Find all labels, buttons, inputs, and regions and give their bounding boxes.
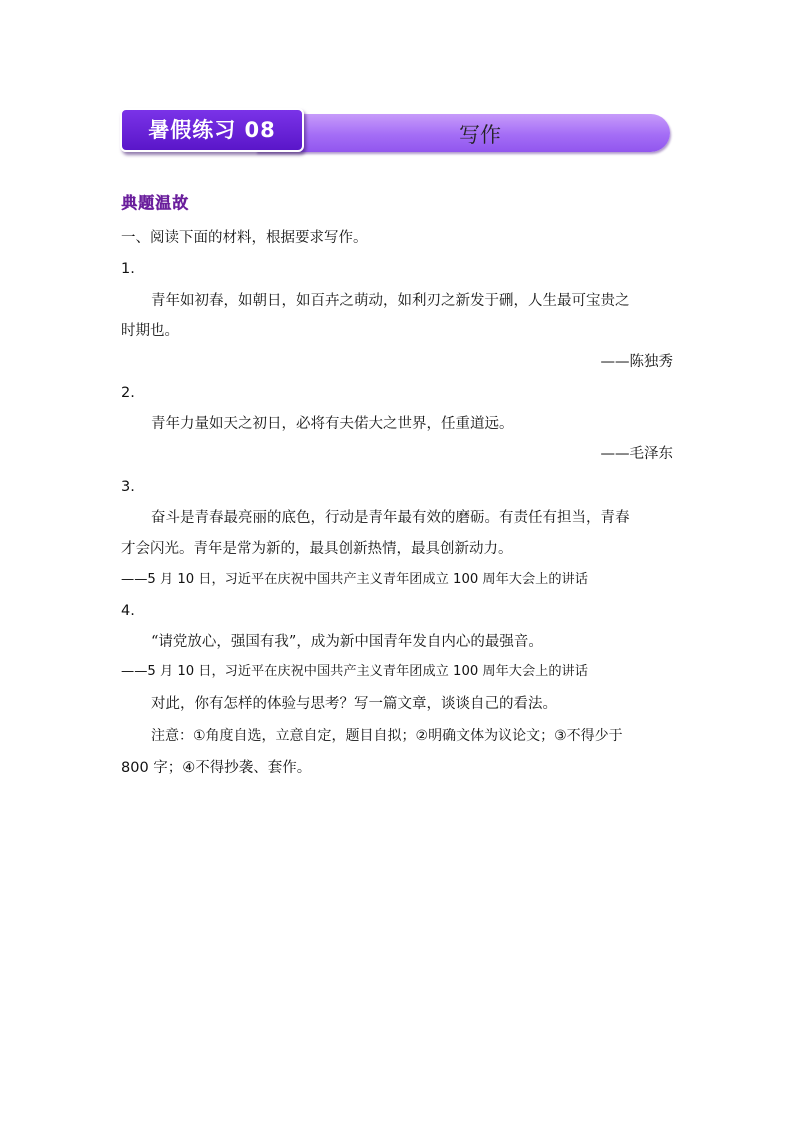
material-text-line: 才会闪光。青年是常为新的，最具创新热情，最具创新动力。	[121, 541, 513, 557]
material-text-line: “请党放心，强国有我”，成为新中国青年发自内心的最强音。	[151, 634, 543, 650]
material-source: ——毛泽东	[600, 446, 673, 462]
instruction: 一、阅读下面的材料，根据要求写作。	[121, 230, 368, 246]
material-source: ——5 月 10 日，习近平在庆祝中国共产主义青年团成立 100 周年大会上的讲话	[121, 572, 588, 587]
writing-notes-line: 注意：①角度自选，立意自定，题目自拟；②明确文体为议论文；③不得少于	[151, 728, 623, 744]
exercise-title: 写作	[459, 123, 501, 147]
material-number: 1.	[121, 261, 135, 277]
material-number: 4.	[121, 603, 135, 619]
exercise-header	[120, 108, 672, 156]
writing-notes-line: 800 字；④不得抄袭、套作。	[121, 760, 312, 776]
material-text-line: 青年如初春，如朝日，如百卉之萌动，如利刃之新发于硎，人生最可宝贵之	[151, 293, 630, 309]
material-text-line: 奋斗是青春最亮丽的底色，行动是青年最有效的磨砺。有责任有担当，青春	[151, 510, 630, 526]
writing-prompt: 对此，你有怎样的体验与思考？写一篇文章，谈谈自己的看法。	[151, 696, 557, 712]
material-source: ——5 月 10 日，习近平在庆祝中国共产主义青年团成立 100 周年大会上的讲话	[121, 664, 588, 679]
exercise-label: 暑假练习 08	[120, 108, 304, 152]
material-text-line: 时期也。	[121, 323, 179, 339]
material-number: 3.	[121, 479, 135, 495]
section-title: 典题温故	[121, 193, 190, 212]
material-number: 2.	[121, 385, 135, 401]
material-source: ——陈独秀	[600, 354, 673, 370]
material-text-line: 青年力量如天之初日，必将有夫偌大之世界，任重道远。	[151, 416, 514, 432]
